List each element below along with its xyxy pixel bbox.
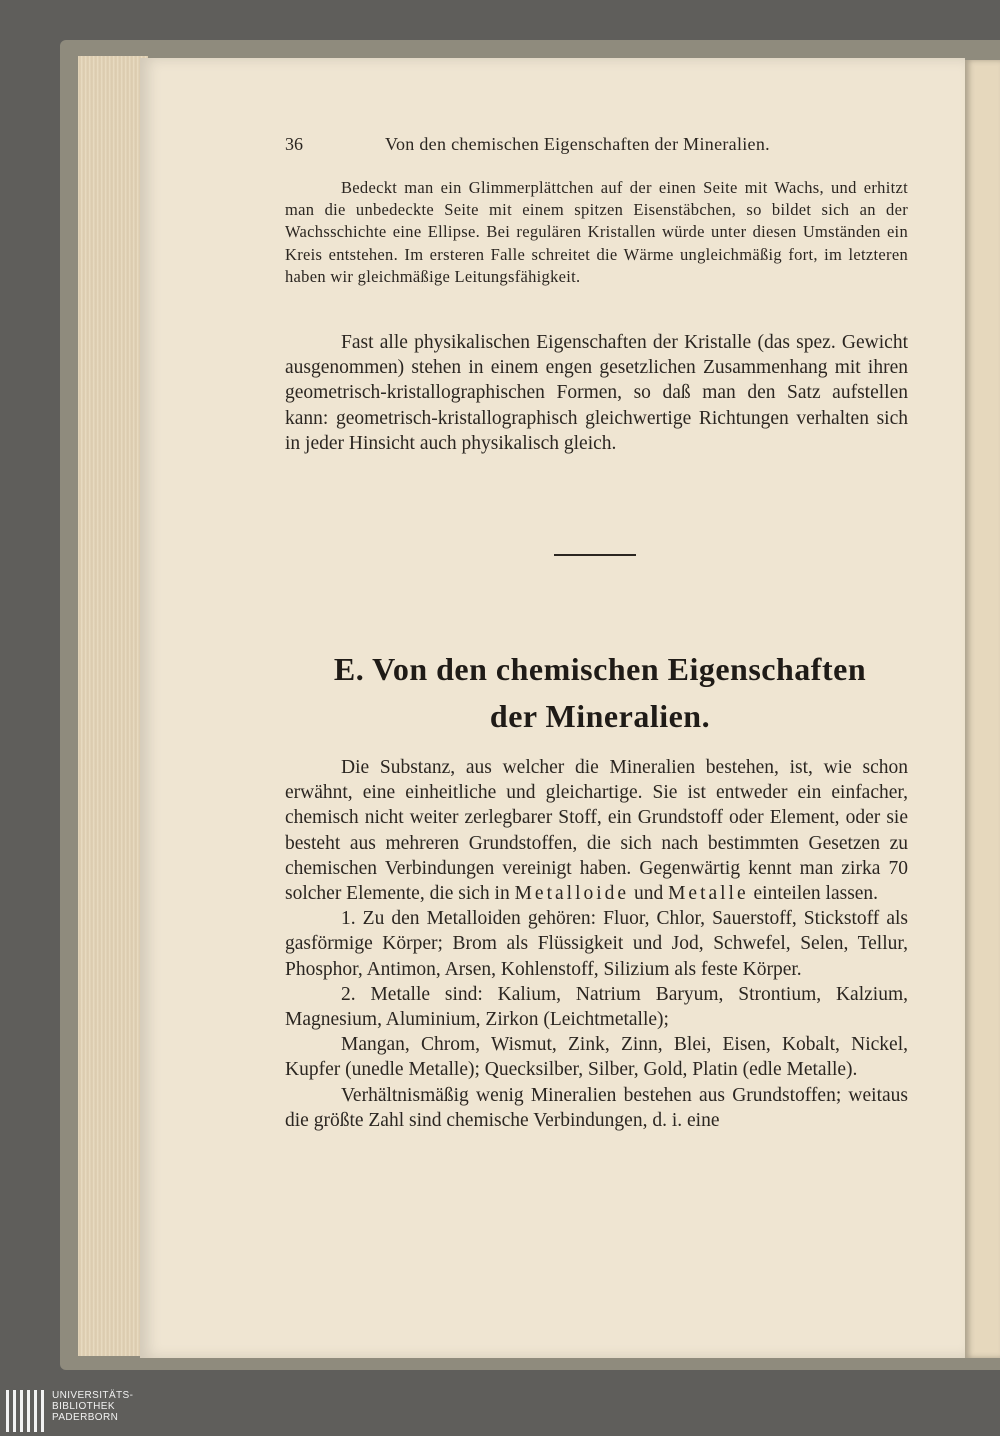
paragraph-physical-properties: [285, 330, 908, 456]
paragraph-compounds: Verhältnismäßig wenig Mineralien bestehen aus Grundstoffen; weitaus die größte Zahl sind chemische Verbindungen, d. i. eine: [285, 1084, 908, 1131]
paragraph-metals-light: 2. Metalle sind: Kalium, Natrium Baryum, Strontium, Kalzium, Magnesium, Aluminium, Zirkon (Leichtmetalle);: [285, 983, 908, 1031]
logo-line: PADERBORN: [52, 1412, 119, 1423]
emphasis-metalloide: Metalloide: [514, 883, 630, 905]
logo-line: BIBLIOTHEK: [52, 1401, 115, 1412]
page-number: 36: [285, 134, 303, 154]
text-run: Die Substanz, aus welcher die Mineralien bestehen, ist, wie schon erwähnt, eine einheitliche und gleichartige. Sie ist entweder ein einfacher, chemisch nicht weiter zerlegbarer Stoff, ein Grundstoff oder Element, oder sie besteht aus mehreren Grundstoffen, die sich nach bestimmten Gesetzen zu chemischen Verbindungen vereinigt haben. Gegenwärtig kennt man zirka 70 solcher Elemente, die sich in: [285, 757, 908, 905]
section-heading-line1: E. Von den chemischen Eigenschaften: [333, 651, 867, 687]
section-divider: [554, 554, 636, 556]
paragraph-substance: [285, 755, 908, 906]
paragraph-text: Fast alle physikalischen Eigenschaften der Kristalle (das spez. Gewicht ausgenommen) stehen in einem engen gesetzlichen Zusammenhang mit ihren geometrisch-kristallographischen Formen, so daß man den Satz aufstellen kann: geometrisch-kristallographisch gleichwertige Richtungen verhalten sich in jeder Hinsicht auch physikalisch gleich.: [285, 332, 908, 454]
emphasis-metalle: Metalle: [668, 883, 749, 905]
text-run: einteilen lassen.: [753, 883, 879, 905]
facing-page-edge: [965, 60, 1000, 1358]
text-run: und: [633, 883, 664, 905]
library-logo: [0, 1386, 1000, 1436]
logo-line: UNIVERSITÄTS-: [52, 1390, 134, 1401]
paragraph-metals-heavy: Mangan, Chrom, Wismut, Zink, Zinn, Blei, Eisen, Kobalt, Nickel, Kupfer (unedle Metalle); Quecksilber, Silber, Gold, Platin (edle Metalle).: [285, 1034, 908, 1081]
running-title: Von den chemischen Eigenschaften der Mineralien.: [385, 134, 770, 154]
paragraph-wax-experiment: [285, 177, 908, 288]
page-edges: [78, 56, 148, 1356]
library-logo-mark: [6, 1390, 44, 1432]
library-logo-text: [52, 1390, 133, 1423]
paragraph-metalloids-list: 1. Zu den Metalloiden gehören: Fluor, Chlor, Sauerstoff, Stickstoff als gasförmige Körper; Brom als Flüssigkeit und Jod, Schwefel, Selen, Tellur, Phosphor, Antimon, Arsen, Kohlenstoff, Silizium als feste Körper.: [285, 908, 908, 980]
section-heading-line2: der Mineralien.: [489, 698, 711, 734]
section-body: [285, 755, 908, 1133]
paragraph-text: Bedeckt man ein Glimmerplättchen auf der einen Seite mit Wachs, und erhitzt man die unbedeckte Seite mit einem spitzen Eisenstäbchen, so bildet sich an der Wachsschichte eine Ellipse. Bei regulären Kristallen würde unter diesen Umständen ein Kreis entstehen. Im ersteren Falle schreitet die Wärme ungleichmäßig fort, im letzteren haben wir gleichmäßige Leitungsfähigkeit.: [285, 178, 908, 286]
